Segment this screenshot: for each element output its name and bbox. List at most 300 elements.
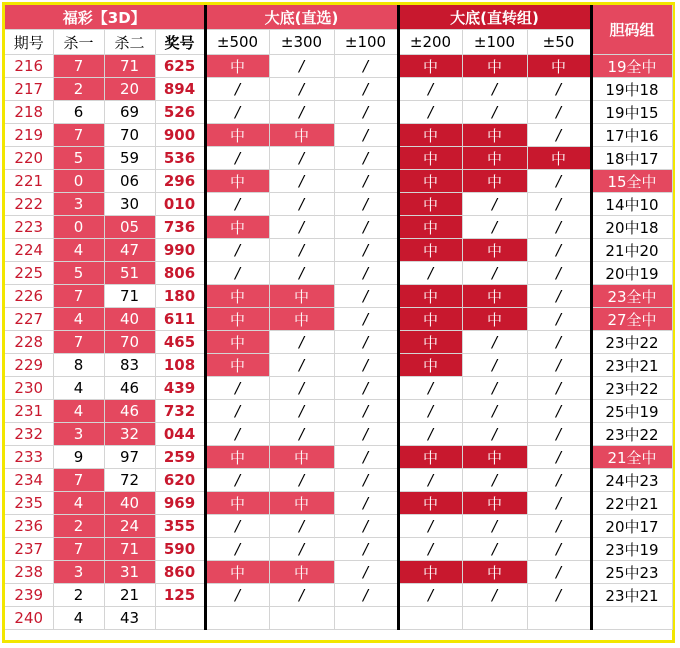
prize-cell: 355: [155, 515, 205, 538]
pm300-cell: 中: [269, 308, 334, 331]
pm50-cell: /: [527, 331, 591, 354]
kill-one-cell: 4: [53, 607, 104, 630]
table-row: [5, 101, 672, 124]
pm300-cell: /: [269, 331, 334, 354]
pm200-cell: 中: [398, 147, 462, 170]
kill-two-cell: 43: [104, 607, 155, 630]
pm100-group-cell: /: [462, 400, 527, 423]
group-title-danma: 胆码组: [591, 5, 672, 55]
period-cell: 228: [5, 331, 53, 354]
kill-two-cell: 24: [104, 515, 155, 538]
danma-cell: 25中23: [591, 561, 672, 584]
pm200-cell: /: [398, 515, 462, 538]
pm300-cell: /: [269, 170, 334, 193]
pm300-cell: /: [269, 147, 334, 170]
kill-two-cell: 06: [104, 170, 155, 193]
col-header-prize: 奖号: [155, 30, 205, 55]
kill-one-cell: 7: [53, 538, 104, 561]
period-cell: 239: [5, 584, 53, 607]
kill-two-cell: 30: [104, 193, 155, 216]
kill-two-cell: 21: [104, 584, 155, 607]
pm100-cell: /: [334, 170, 398, 193]
period-cell: 233: [5, 446, 53, 469]
pm500-cell: 中: [205, 170, 269, 193]
danma-cell: 20中17: [591, 515, 672, 538]
table-row: [5, 354, 672, 377]
pm100-cell: /: [334, 193, 398, 216]
pm50-cell: /: [527, 308, 591, 331]
prize-cell: 860: [155, 561, 205, 584]
pm200-cell: /: [398, 377, 462, 400]
prize-cell: 611: [155, 308, 205, 331]
prize-cell: 806: [155, 262, 205, 285]
kill-two-cell: 47: [104, 239, 155, 262]
pm100-group-cell: /: [462, 538, 527, 561]
table-row: [5, 607, 672, 630]
table-row: [5, 469, 672, 492]
pm500-cell: 中: [205, 331, 269, 354]
pm100-cell: /: [334, 285, 398, 308]
pm50-cell: /: [527, 515, 591, 538]
pm300-cell: /: [269, 515, 334, 538]
col-header-kill-one: 杀一: [53, 30, 104, 55]
prize-cell: 969: [155, 492, 205, 515]
prize-cell: 894: [155, 78, 205, 101]
pm200-cell: /: [398, 469, 462, 492]
kill-two-cell: 97: [104, 446, 155, 469]
pm200-cell: 中: [398, 193, 462, 216]
danma-cell: 27全中: [591, 308, 672, 331]
pm300-cell: /: [269, 354, 334, 377]
pm500-cell: 中: [205, 561, 269, 584]
danma-cell: 18中17: [591, 147, 672, 170]
pm50-cell: /: [527, 285, 591, 308]
pm300-cell: /: [269, 78, 334, 101]
pm50-cell: /: [527, 377, 591, 400]
pm50-cell: /: [527, 239, 591, 262]
pm300-cell: /: [269, 101, 334, 124]
period-cell: 225: [5, 262, 53, 285]
prize-cell: 010: [155, 193, 205, 216]
pm200-cell: 中: [398, 492, 462, 515]
prize-cell: 044: [155, 423, 205, 446]
pm100-cell: /: [334, 101, 398, 124]
table-row: [5, 423, 672, 446]
table-row: [5, 262, 672, 285]
pm500-cell: 中: [205, 55, 269, 78]
pm100-cell: /: [334, 78, 398, 101]
pm100-cell: /: [334, 262, 398, 285]
pm500-cell: 中: [205, 124, 269, 147]
col-header-pm50: ±50: [527, 30, 591, 55]
pm100-group-cell: /: [462, 101, 527, 124]
danma-cell: 23中21: [591, 584, 672, 607]
prize-cell: 590: [155, 538, 205, 561]
pm300-cell: /: [269, 55, 334, 78]
pm300-cell: 中: [269, 124, 334, 147]
pm500-cell: /: [205, 515, 269, 538]
pm50-cell: /: [527, 584, 591, 607]
kill-one-cell: 4: [53, 400, 104, 423]
period-cell: 226: [5, 285, 53, 308]
pm500-cell: 中: [205, 285, 269, 308]
danma-cell: 19中15: [591, 101, 672, 124]
period-cell: 221: [5, 170, 53, 193]
pm500-cell: /: [205, 78, 269, 101]
pm200-cell: 中: [398, 308, 462, 331]
kill-one-cell: 2: [53, 78, 104, 101]
kill-one-cell: 3: [53, 193, 104, 216]
pm50-cell: /: [527, 446, 591, 469]
kill-two-cell: 70: [104, 331, 155, 354]
pm100-group-cell: 中: [462, 285, 527, 308]
pm50-cell: /: [527, 262, 591, 285]
period-cell: 234: [5, 469, 53, 492]
pm50-cell: /: [527, 469, 591, 492]
pm300-cell: /: [269, 239, 334, 262]
pm100-group-cell: /: [462, 515, 527, 538]
period-cell: 232: [5, 423, 53, 446]
pm300-cell: /: [269, 377, 334, 400]
pm50-cell: /: [527, 492, 591, 515]
table-row: [5, 400, 672, 423]
table-row: [5, 561, 672, 584]
pm50-cell: /: [527, 400, 591, 423]
pm50-cell: /: [527, 193, 591, 216]
pm200-cell: 中: [398, 170, 462, 193]
prize-cell: 465: [155, 331, 205, 354]
kill-two-cell: 31: [104, 561, 155, 584]
danma-cell: 23中22: [591, 377, 672, 400]
pm100-cell: /: [334, 331, 398, 354]
pm300-cell: /: [269, 538, 334, 561]
pm100-group-cell: 中: [462, 492, 527, 515]
table-row: [5, 170, 672, 193]
pm500-cell: /: [205, 377, 269, 400]
pm500-cell: [205, 607, 269, 630]
kill-two-cell: 46: [104, 400, 155, 423]
prize-cell: 108: [155, 354, 205, 377]
prize-cell: 259: [155, 446, 205, 469]
pm300-cell: 中: [269, 561, 334, 584]
period-cell: 236: [5, 515, 53, 538]
kill-two-cell: 40: [104, 492, 155, 515]
pm100-cell: /: [334, 124, 398, 147]
pm200-cell: /: [398, 400, 462, 423]
period-cell: 238: [5, 561, 53, 584]
kill-one-cell: 3: [53, 561, 104, 584]
pm50-cell: /: [527, 216, 591, 239]
table-row: [5, 147, 672, 170]
kill-two-cell: 32: [104, 423, 155, 446]
period-cell: 235: [5, 492, 53, 515]
prize-cell: 620: [155, 469, 205, 492]
pm100-group-cell: /: [462, 331, 527, 354]
pm100-cell: /: [334, 446, 398, 469]
kill-one-cell: 7: [53, 55, 104, 78]
table-row: [5, 285, 672, 308]
pm300-cell: 中: [269, 492, 334, 515]
kill-one-cell: 4: [53, 492, 104, 515]
period-cell: 223: [5, 216, 53, 239]
period-cell: 220: [5, 147, 53, 170]
kill-two-cell: 20: [104, 78, 155, 101]
danma-cell: 20中19: [591, 262, 672, 285]
pm500-cell: /: [205, 193, 269, 216]
col-header-pm100-group: ±100: [462, 30, 527, 55]
pm100-group-cell: /: [462, 193, 527, 216]
pm200-cell: /: [398, 101, 462, 124]
pm300-cell: /: [269, 262, 334, 285]
table-row: [5, 584, 672, 607]
kill-two-cell: 70: [104, 124, 155, 147]
kill-one-cell: 0: [53, 216, 104, 239]
period-cell: 219: [5, 124, 53, 147]
period-cell: 224: [5, 239, 53, 262]
pm100-cell: /: [334, 239, 398, 262]
table-row: [5, 216, 672, 239]
prize-cell: 736: [155, 216, 205, 239]
danma-cell: 23中21: [591, 354, 672, 377]
pm300-cell: /: [269, 193, 334, 216]
prize-cell: [155, 607, 205, 630]
pm300-cell: [269, 607, 334, 630]
prize-cell: 900: [155, 124, 205, 147]
danma-cell: 25中19: [591, 400, 672, 423]
kill-two-cell: 05: [104, 216, 155, 239]
pm100-cell: /: [334, 561, 398, 584]
table-row: [5, 55, 672, 78]
pm50-cell: /: [527, 170, 591, 193]
pm100-group-cell: /: [462, 354, 527, 377]
kill-two-cell: 71: [104, 285, 155, 308]
pm200-cell: /: [398, 584, 462, 607]
pm200-cell: /: [398, 538, 462, 561]
pm100-cell: /: [334, 400, 398, 423]
kill-one-cell: 4: [53, 377, 104, 400]
group-title-3d: 福彩【3D】: [5, 5, 205, 30]
pm100-group-cell: /: [462, 469, 527, 492]
pm50-cell: [527, 607, 591, 630]
pm100-group-cell: 中: [462, 239, 527, 262]
pm100-group-cell: 中: [462, 170, 527, 193]
kill-one-cell: 9: [53, 446, 104, 469]
prize-cell: 526: [155, 101, 205, 124]
pm200-cell: /: [398, 262, 462, 285]
table-row: [5, 308, 672, 331]
pm50-cell: 中: [527, 147, 591, 170]
table-row: [5, 446, 672, 469]
pm100-group-cell: 中: [462, 147, 527, 170]
pm300-cell: 中: [269, 285, 334, 308]
danma-cell: 23中19: [591, 538, 672, 561]
pm50-cell: 中: [527, 55, 591, 78]
pm500-cell: /: [205, 423, 269, 446]
lottery-table: [5, 5, 673, 630]
period-cell: 222: [5, 193, 53, 216]
period-cell: 217: [5, 78, 53, 101]
pm100-cell: /: [334, 584, 398, 607]
pm300-cell: 中: [269, 446, 334, 469]
danma-cell: 23全中: [591, 285, 672, 308]
pm500-cell: 中: [205, 308, 269, 331]
pm50-cell: /: [527, 423, 591, 446]
danma-cell: 23中22: [591, 423, 672, 446]
pm200-cell: 中: [398, 239, 462, 262]
kill-one-cell: 4: [53, 308, 104, 331]
prize-cell: 125: [155, 584, 205, 607]
pm50-cell: /: [527, 538, 591, 561]
kill-two-cell: 83: [104, 354, 155, 377]
danma-cell: 21中20: [591, 239, 672, 262]
kill-one-cell: 7: [53, 469, 104, 492]
pm100-cell: /: [334, 55, 398, 78]
group-header-row: [5, 5, 672, 30]
col-header-pm100: ±100: [334, 30, 398, 55]
pm200-cell: 中: [398, 216, 462, 239]
prize-cell: 439: [155, 377, 205, 400]
period-cell: 216: [5, 55, 53, 78]
pm100-group-cell: 中: [462, 446, 527, 469]
pm50-cell: /: [527, 78, 591, 101]
kill-two-cell: 46: [104, 377, 155, 400]
kill-two-cell: 71: [104, 55, 155, 78]
kill-one-cell: 4: [53, 239, 104, 262]
period-cell: 240: [5, 607, 53, 630]
pm100-group-cell: /: [462, 423, 527, 446]
table-row: [5, 239, 672, 262]
table-row: [5, 538, 672, 561]
pm100-cell: /: [334, 538, 398, 561]
pm100-cell: /: [334, 308, 398, 331]
col-header-period: 期号: [5, 30, 53, 55]
pm100-group-cell: 中: [462, 55, 527, 78]
col-header-pm500: ±500: [205, 30, 269, 55]
prize-cell: 536: [155, 147, 205, 170]
group-title-zhixuan: 大底(直选): [205, 5, 398, 30]
pm100-cell: /: [334, 216, 398, 239]
kill-one-cell: 0: [53, 170, 104, 193]
prize-cell: 732: [155, 400, 205, 423]
col-header-kill-two: 杀二: [104, 30, 155, 55]
pm100-group-cell: /: [462, 262, 527, 285]
pm500-cell: 中: [205, 354, 269, 377]
pm300-cell: /: [269, 400, 334, 423]
kill-two-cell: 72: [104, 469, 155, 492]
pm200-cell: /: [398, 78, 462, 101]
prize-cell: 990: [155, 239, 205, 262]
table-row: [5, 377, 672, 400]
table-row: [5, 331, 672, 354]
prize-cell: 625: [155, 55, 205, 78]
period-cell: 231: [5, 400, 53, 423]
pm100-cell: [334, 607, 398, 630]
pm500-cell: /: [205, 262, 269, 285]
pm500-cell: 中: [205, 446, 269, 469]
kill-one-cell: 7: [53, 124, 104, 147]
pm100-cell: /: [334, 515, 398, 538]
pm200-cell: 中: [398, 446, 462, 469]
kill-one-cell: 7: [53, 331, 104, 354]
danma-cell: 21全中: [591, 446, 672, 469]
pm500-cell: /: [205, 147, 269, 170]
danma-cell: 17中16: [591, 124, 672, 147]
period-cell: 229: [5, 354, 53, 377]
pm100-cell: /: [334, 423, 398, 446]
pm100-cell: /: [334, 147, 398, 170]
prize-cell: 296: [155, 170, 205, 193]
kill-one-cell: 5: [53, 147, 104, 170]
group-title-zhizhuanzu: 大底(直转组): [398, 5, 591, 30]
pm100-group-cell: /: [462, 216, 527, 239]
kill-one-cell: 5: [53, 262, 104, 285]
pm200-cell: 中: [398, 354, 462, 377]
col-header-pm300: ±300: [269, 30, 334, 55]
pm500-cell: 中: [205, 492, 269, 515]
kill-one-cell: 3: [53, 423, 104, 446]
pm200-cell: 中: [398, 55, 462, 78]
prize-cell: 180: [155, 285, 205, 308]
pm300-cell: /: [269, 584, 334, 607]
pm200-cell: 中: [398, 561, 462, 584]
pm100-group-cell: /: [462, 584, 527, 607]
kill-two-cell: 69: [104, 101, 155, 124]
danma-cell: 24中23: [591, 469, 672, 492]
pm500-cell: /: [205, 584, 269, 607]
danma-cell: [591, 607, 672, 630]
table-row: [5, 193, 672, 216]
table-row: [5, 78, 672, 101]
pm50-cell: /: [527, 101, 591, 124]
period-cell: 237: [5, 538, 53, 561]
pm100-group-cell: /: [462, 78, 527, 101]
pm50-cell: /: [527, 354, 591, 377]
table-row: [5, 124, 672, 147]
danma-cell: 22中21: [591, 492, 672, 515]
pm300-cell: /: [269, 216, 334, 239]
pm500-cell: /: [205, 400, 269, 423]
pm100-group-cell: 中: [462, 124, 527, 147]
pm50-cell: /: [527, 124, 591, 147]
pm200-cell: 中: [398, 331, 462, 354]
danma-cell: 19中18: [591, 78, 672, 101]
pm500-cell: /: [205, 239, 269, 262]
kill-one-cell: 7: [53, 285, 104, 308]
kill-two-cell: 40: [104, 308, 155, 331]
kill-one-cell: 2: [53, 584, 104, 607]
column-header-row: [5, 30, 672, 55]
pm300-cell: /: [269, 469, 334, 492]
danma-cell: 23中22: [591, 331, 672, 354]
period-cell: 218: [5, 101, 53, 124]
pm200-cell: 中: [398, 124, 462, 147]
pm100-group-cell: 中: [462, 308, 527, 331]
table-row: [5, 515, 672, 538]
kill-one-cell: 6: [53, 101, 104, 124]
pm500-cell: /: [205, 469, 269, 492]
kill-two-cell: 51: [104, 262, 155, 285]
kill-one-cell: 8: [53, 354, 104, 377]
pm200-cell: [398, 607, 462, 630]
pm100-cell: /: [334, 492, 398, 515]
kill-two-cell: 71: [104, 538, 155, 561]
pm100-group-cell: [462, 607, 527, 630]
kill-two-cell: 59: [104, 147, 155, 170]
pm500-cell: /: [205, 101, 269, 124]
danma-cell: 20中18: [591, 216, 672, 239]
pm100-group-cell: /: [462, 377, 527, 400]
danma-cell: 19全中: [591, 55, 672, 78]
